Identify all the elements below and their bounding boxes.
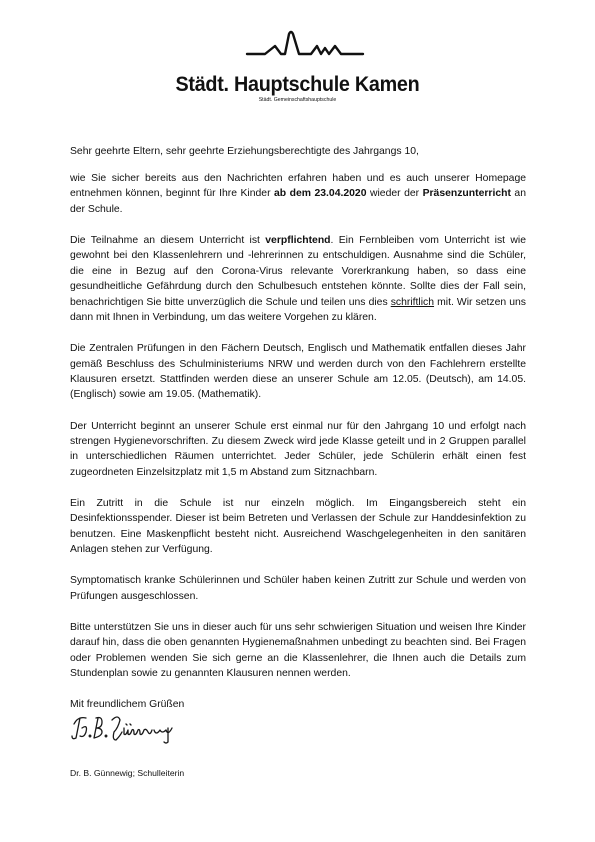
paragraph-attendance: Die Teilnahme an diesem Unterricht ist verpflichtend. Ein Fernbleiben vom Unterricht ist wie gewohnt bei den Klassenlehrern und -lehrerinnen zu entschuldigen. Ausnahme sind die Schüler, die eine in Bezug auf den Corona-Virus relevante Vorerkrankung haben, so dass eine gesundheitliche Gefährdung durch den Schulbesuch entstehen könnte. Sollte dies der Fall sein, benachrichtigen Sie bitte unverzüglich die Schule und teilen uns dies schriftlich mit. Wir setzen uns dann mit Ihnen in Verbindung, um das weitere Vorgehen zu klären. xyxy=(70,234,526,323)
signer-name: Dr. B. Günnewig; Schulleiterin xyxy=(70,768,185,778)
school-name: Städt. Hauptschule Kamen xyxy=(175,72,420,96)
start-date: ab dem 23.04.2020 xyxy=(274,188,367,200)
salutation: Sehr geehrte Eltern, sehr geehrte Erziehungsberechtigte des Jahrgangs 10, xyxy=(70,146,419,157)
paragraph-symptoms: Symptomatisch kranke Schülerinnen und Schüler haben keinen Zutritt zur Schule und werden von Prüfungen ausgeschlossen. xyxy=(70,575,526,602)
in-writing-note: schriftlich xyxy=(390,296,435,308)
paragraph-entrance: Ein Zutritt in die Schule ist nur einzeln möglich. Im Eingangsbereich steht ein Desinfektionsspender. Dieser ist beim Betreten und Verlassen der Schule zur Handdesinfektion zu benutzen. Eine Maskenpflicht besteht nicht. Ausreichend Waschgelegenheiten in den sanitären Anlagen stehen zur Verfügung. xyxy=(70,498,526,556)
paragraph-support: Bitte unterstützen Sie uns in dieser auch für uns sehr schwierigen Situation und weisen Ihre Kinder darauf hin, dass die oben genannten Hygienemaßnahmen unbedingt zu beachten sind. Bei Fragen oder Problemen wenden Sie sich gerne an die Klassenlehrer, die Ihnen auch die Details zum Stundenplan sowie zu genannten Klausuren nennen werden. xyxy=(70,622,526,680)
paragraph-hygiene: Der Unterricht beginnt an unserer Schule erst einmal nur für den Jahrgang 10 und erfolgt nach strengen Hygienevorschriften. Zu diesem Zweck wird jede Klasse geteilt und in 2 Gruppen parallel in unterschiedlichen Räumen unterrichtet. Jeder Schüler, jede Schülerin erhält einen fest zugeordneten Einzelsitzplatz mit 1,5 m Abstand zum Sitznachbarn. xyxy=(70,420,526,478)
letter-body xyxy=(70,144,526,729)
closing-greeting: Mit freundlichem Grüßen xyxy=(70,699,185,711)
paragraph-start-date: wie Sie sicher bereits aus den Nachrichten erfahren haben und es auch unserer Homepage entnehmen können, beginnt für Ihre Kinder ab dem 23.04.2020 wieder der Präsenzunterricht an der Schule. xyxy=(70,172,526,215)
mandatory-note: verpflichtend xyxy=(265,234,331,246)
paragraph-exams: Die Zentralen Prüfungen in den Fächern Deutsch, Englisch und Mathematik entfallen dieses Jahr gemäß Beschluss des Schulministeriums NRW und werden durch von den Fachlehrern erstellte Klausuren ersetzt. Stattfinden werden diese an unserer Schule am 12.05. (Deutsch), am 14.05. (Englisch) sowie am 19.05. (Mathematik). xyxy=(70,343,526,401)
school-logo-icon xyxy=(245,28,365,64)
attendance-type: Präsenzunterricht xyxy=(422,188,511,200)
school-subtitle: Städt. Gemeinschaftshauptschule xyxy=(258,97,337,103)
handwritten-signature-icon xyxy=(68,710,193,746)
